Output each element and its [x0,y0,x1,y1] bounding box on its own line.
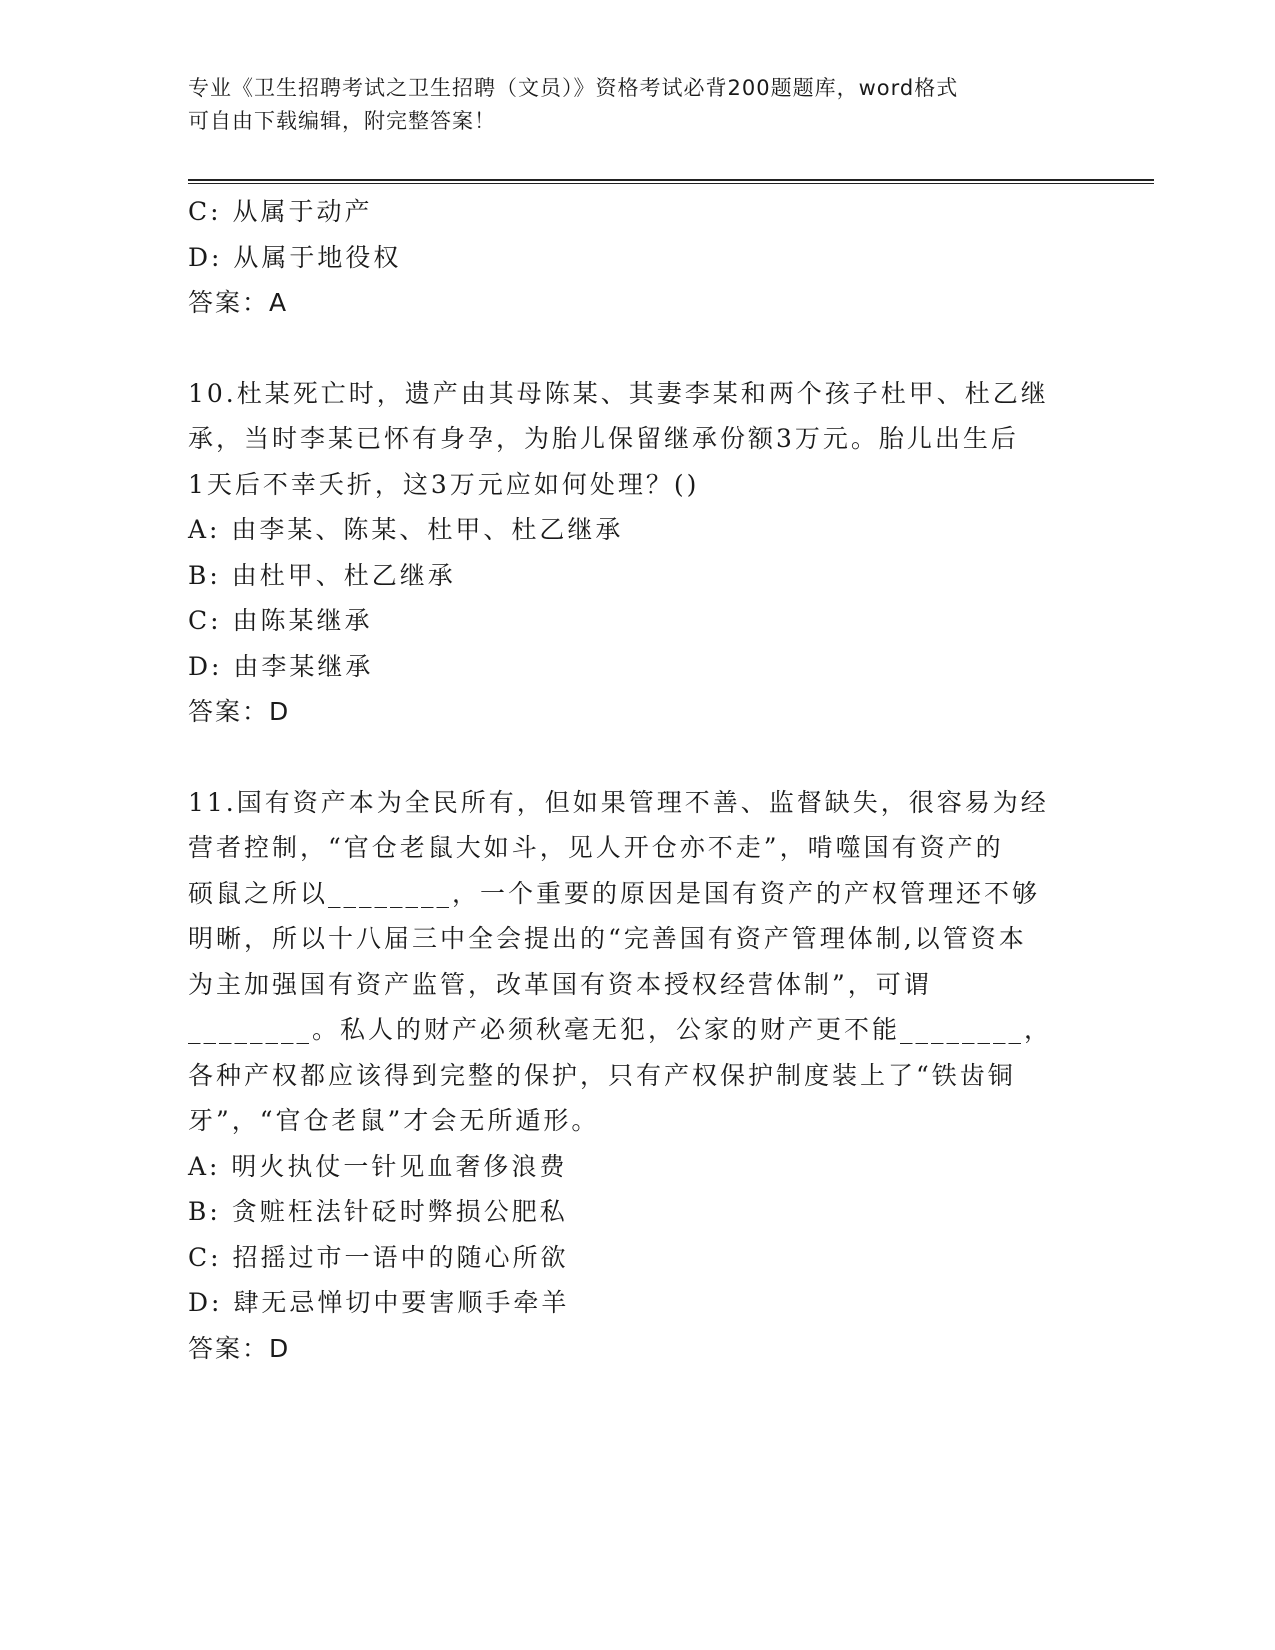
header-title-line-2: 可自由下载编辑，附完整答案！ [188,109,496,133]
question-text-line: 硕鼠之所以________，一个重要的原因是国有资产的产权管理还不够 [188,878,1041,908]
question-text-line: 11.国有资产本为全民所有，但如果管理不善、监督缺失，很容易为经 [188,787,1049,817]
header-divider-thin [188,183,1154,184]
question-text-line: 明晰，所以十八届三中全会提出的“完善国有资产管理体制,以管资本 [188,924,1027,953]
answer-line: 答案：D [188,1333,291,1363]
question-10-block [188,371,1088,735]
answer-line: 答案：D [188,697,291,726]
option-c: C: 招摇过市一语中的随心所欲 [188,1242,569,1272]
option-a: A: 由李某、陈某、杜甲、杜乙继承 [188,515,624,544]
header-title-line-1: 专业《卫生招聘考试之卫生招聘（文员）》资格考试必背200题题库，word格式 [188,76,959,100]
option-c: C: 由陈某继承 [188,606,373,635]
option-c: C: 从属于动产 [188,197,373,226]
question-text-line: ________。私人的财产必须秋毫无犯，公家的财产更不能________， [188,1015,1053,1044]
option-d: D: 由李某继承 [188,651,374,681]
answer-line: 答案：A [188,288,289,317]
question-text-line: 10.杜某死亡时，遗产由其母陈某、其妻李某和两个孩子杜甲、杜乙继 [188,378,1049,408]
question-text-line: 各种产权都应该得到完整的保护，只有产权保护制度装上了“铁齿铜 [188,1060,1016,1090]
question-text-line: 为主加强国有资产监管，改革国有资本授权经营体制”，可谓 [188,969,932,999]
question-text-line: 营者控制，“官仓老鼠大如斗，见人开仓亦不走”，啃噬国有资产的 [188,833,1004,862]
option-b: B: 由杜甲、杜乙继承 [188,560,456,590]
question-text-line: 承，当时李某已怀有身孕，为胎儿保留继承份额3万元。胎儿出生后 [188,424,1019,453]
question-11-block [188,780,1088,1372]
option-d: D: 肆无忌惮切中要害顺手牵羊 [188,1288,570,1317]
option-b: B: 贪赃枉法针砭时弊损公肥私 [188,1197,568,1226]
option-a: A: 明火执仗一针见血奢侈浪费 [188,1151,568,1181]
document-header [188,72,1068,138]
header-divider-thick [188,179,1154,181]
question-content [188,189,1088,1371]
option-d: D: 从属于地役权 [188,242,402,272]
previous-question-block [188,189,1088,326]
question-text-line: 1天后不幸夭折，这3万元应如何处理？() [188,469,700,499]
question-text-line: 牙”，“官仓老鼠”才会无所遁形。 [188,1106,600,1135]
